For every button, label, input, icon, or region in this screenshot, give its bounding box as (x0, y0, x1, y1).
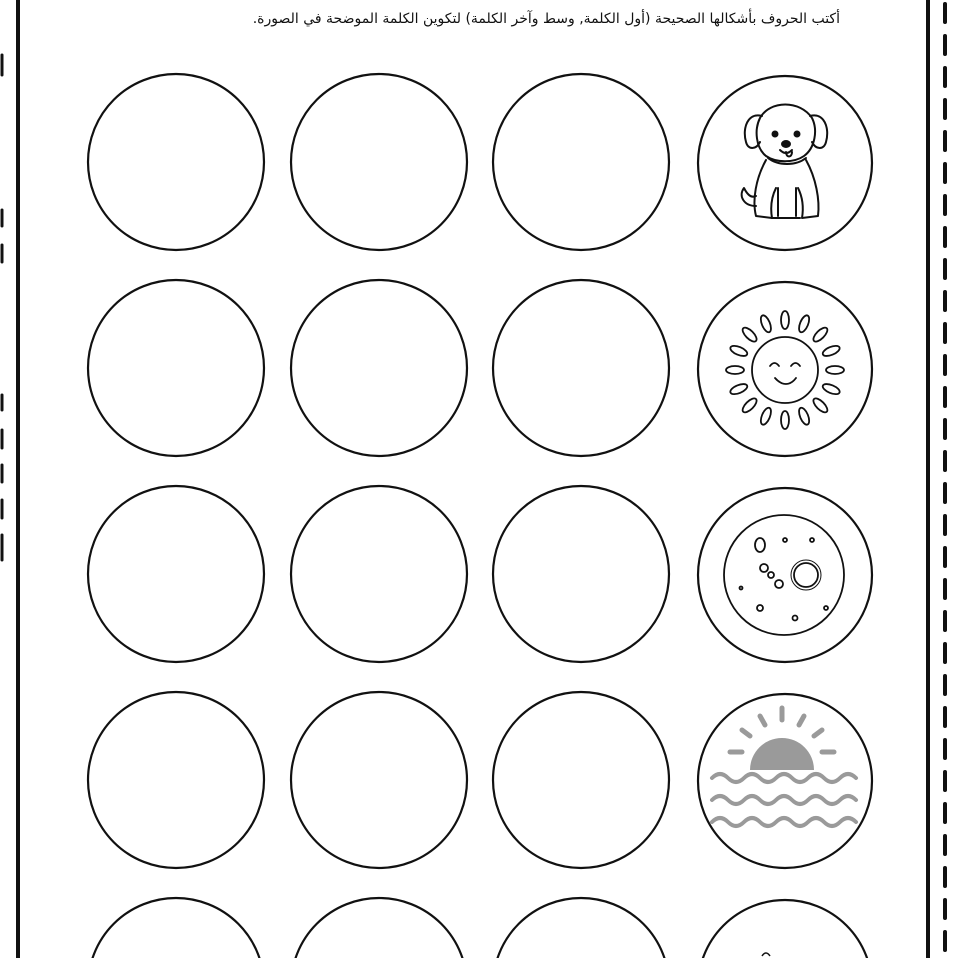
answer-circle-start[interactable] (493, 74, 669, 250)
sun-ray (821, 382, 841, 396)
sun-ray (729, 382, 749, 396)
row-sun (88, 280, 872, 456)
answer-circle-middle[interactable] (291, 692, 467, 868)
answer-circle-start[interactable] (493, 692, 669, 868)
sun-ray (781, 411, 789, 429)
answer-circle-middle[interactable] (291, 898, 467, 958)
answer-circle-start[interactable] (493, 486, 669, 662)
sun-ray (826, 366, 844, 374)
sea-sunset-icon (712, 708, 856, 826)
answer-circle-end[interactable] (88, 898, 264, 958)
sun-ray (726, 366, 744, 374)
answer-circle-end[interactable] (88, 74, 264, 250)
sun-ray (740, 396, 758, 414)
answer-circle-start[interactable] (493, 280, 669, 456)
dog-icon (742, 105, 828, 219)
sun-ray (821, 344, 841, 358)
partial-icon (762, 953, 770, 956)
sun-ray (797, 406, 811, 426)
sun-ray (729, 344, 749, 358)
row-sea (88, 692, 872, 868)
sun-ray (811, 325, 829, 343)
sun-ray (759, 406, 773, 426)
sun-ray (740, 325, 758, 343)
sun-ray (781, 311, 789, 329)
answer-circle-middle[interactable] (291, 74, 467, 250)
row-moon (88, 486, 872, 662)
sun-ray (811, 396, 829, 414)
sun-icon (726, 311, 844, 429)
sun-ray (797, 314, 811, 334)
answer-circle-middle[interactable] (291, 486, 467, 662)
answer-circle-end[interactable] (88, 280, 264, 456)
sun-ray (759, 314, 773, 334)
answer-circle-end[interactable] (88, 692, 264, 868)
picture-circle (698, 694, 872, 868)
instruction-text: أكتب الحروف بأشكالها الصحيحة (أول الكلمة, وسط وآخر الكلمة) لتكوين الكلمة الموضحة في الصورة. (252, 11, 840, 27)
answer-circle-end[interactable] (88, 486, 264, 662)
row-partial (88, 898, 872, 958)
answer-circle-middle[interactable] (291, 280, 467, 456)
picture-circle (698, 900, 872, 958)
row-dog (88, 74, 872, 250)
moon-icon (724, 515, 844, 635)
answer-circle-start[interactable] (493, 898, 669, 958)
